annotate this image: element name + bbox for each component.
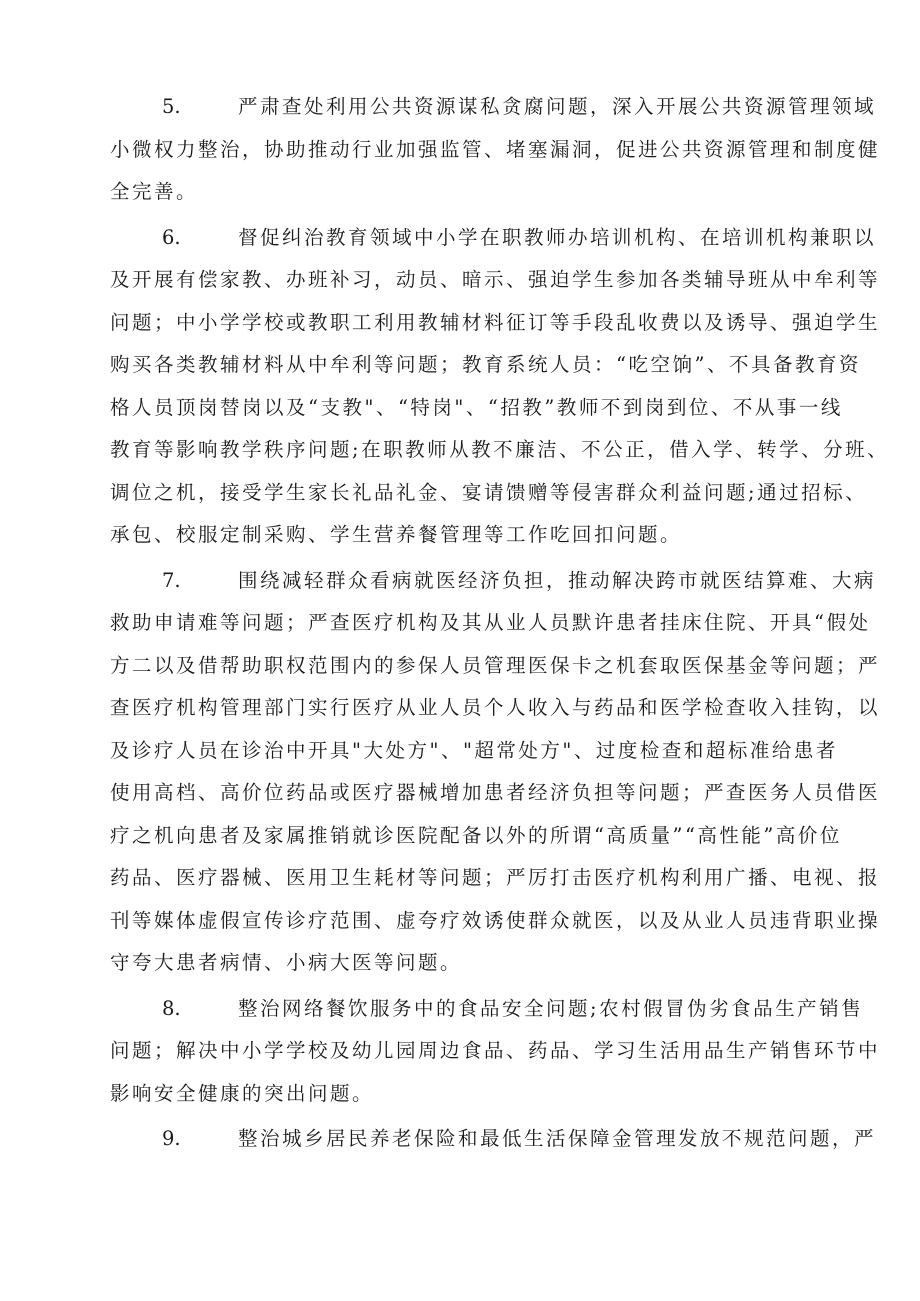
paragraph-line: 购买各类教辅材料从中牟利等问题；教育系统人员：“吃空饷”、不具备教育资	[110, 353, 861, 376]
paragraph-line: 及诊疗人员在诊治中开具"大处方"、"超常处方"、过度检查和超标准给患者	[110, 738, 838, 762]
paragraph-line: 问题；中小学学校或教职工利用教辅材料征订等手段乱收费以及诱导、强迫学生	[110, 310, 881, 334]
paragraph-line: 刊等媒体虚假宣传诊疗范围、虚夸疗效诱使群众就医，以及从业人员违背职业操	[110, 908, 881, 932]
item-number: 8.	[162, 996, 181, 1020]
paragraph-text: 围绕减轻群众看病就医经济负担，推动解决跨市就医结算难、大病	[238, 568, 877, 592]
paragraph-line: 及开展有偿家教、办班补习，动员、暗示、强迫学生参加各类辅导班从中牟利等	[110, 268, 881, 291]
paragraph-text: 整治城乡居民养老保险和最低生活保障金管理发放不规范问题，严	[238, 1127, 877, 1150]
paragraph-text: 督促纠治教育领域中小学在职教师办培训机构、在培训机构兼职以	[238, 225, 877, 249]
paragraph-line: 查医疗机构管理部门实行医疗从业人员个人收入与药品和医学检查收入挂钩，以	[110, 696, 881, 719]
paragraph-line: 使用高档、高价位药品或医疗器械增加患者经济负担等问题；严查医务人员借医	[110, 781, 881, 804]
paragraph-text: 严肃查处利用公共资源谋私贪腐问题，深入开展公共资源管理领域	[238, 95, 877, 118]
item-number: 6.	[162, 225, 181, 249]
paragraph-first-line	[110, 86, 877, 129]
paragraph-line: 格人员顶岗替岗以及“支教"、“特岗"、“招教”教师不到岗到位、不从事一线	[110, 395, 843, 419]
paragraph-first-line	[110, 988, 870, 1031]
paragraph-line: 问题；解决中小学学校及幼儿园周边食品、药品、学习生活用品生产销售环节中	[110, 1039, 881, 1062]
paragraph-line: 小微权力整治，协助推动行业加强监管、堵塞漏洞，促进公共资源管理和制度健	[110, 137, 881, 161]
paragraph-line: 承包、校服定制采购、学生营养餐管理等工作吃回扣问题。	[110, 523, 683, 546]
paragraph-line: 救助申请难等问题；严查医疗机构及其从业人员默许患者挂床住院、开具“假处	[110, 611, 871, 634]
item-number: 7.	[162, 568, 181, 592]
paragraph-line: 影响安全健康的突出问题。	[110, 1081, 375, 1105]
paragraph-line: 全完善。	[110, 180, 199, 203]
paragraph-line: 方二以及借帮助职权范围内的参保人员管理医保卡之机套取医保基金等问题；严	[110, 653, 881, 677]
item-number: 5.	[162, 95, 181, 118]
paragraph-text: 整治网络餐饮服务中的食品安全问题;农村假冒伪劣食品生产销售	[238, 996, 864, 1020]
list-item-6	[110, 217, 890, 557]
paragraph-line: 调位之机，接受学生家长礼品礼金、宴请馈赠等侵害群众利益问题;通过招标、	[110, 480, 868, 504]
list-item-7	[110, 560, 881, 985]
paragraph-line: 药品、医疗器械、医用卫生耗材等问题；严厉打击医疗机构利用广播、电视、报	[110, 866, 881, 889]
list-item-9	[110, 1118, 877, 1161]
paragraph-first-line	[110, 1118, 877, 1161]
paragraph-line: 疗之机向患者及家属推销就诊医院配备以外的所谓“高质量”“高性能”高价位	[110, 823, 842, 847]
list-item-5	[110, 86, 881, 214]
list-item-8	[110, 988, 881, 1116]
paragraph-first-line	[110, 217, 877, 260]
paragraph-line: 教育等影响教学秩序问题;在职教师从教不廉洁、不公正，借入学、转学、分班、	[110, 438, 890, 461]
item-number: 9.	[162, 1127, 181, 1150]
paragraph-first-line	[110, 560, 877, 603]
paragraph-line: 守夸大患者病情、小病大医等问题。	[110, 951, 463, 974]
document-page	[110, 86, 890, 1161]
